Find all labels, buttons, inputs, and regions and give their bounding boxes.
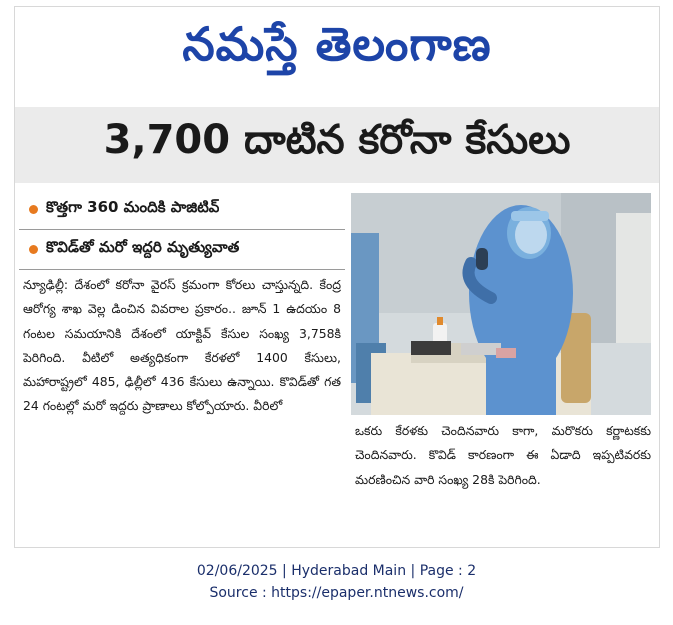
bullet-dot-icon (29, 245, 38, 254)
health-worker-photo (351, 193, 651, 415)
masthead (15, 7, 659, 93)
divider (19, 229, 345, 230)
footer (0, 560, 673, 604)
article-headline: 3,700 దాటిన కరోనా కేసులు (103, 117, 571, 163)
bullet-text: కొత్తగా 360 మందికి పాజిటివ్ (46, 198, 220, 216)
masthead-title: నమస్తే తెలంగాణ (182, 17, 492, 71)
article-body-left: న్యూఢిల్లీ: దేశంలో కరోనా వైరస్ క్రమంగా కోరలు చాస్తున్నది. కేంద్ర ఆరోగ్య శాఖ వెల్ల డించిన వివరాల ప్రకారం.. జూన్ 1 ఉదయం 8 గంటల సమయానికి దేశంలో యాక్టివ్ కేసుల సంఖ్య 3,758కి పెరిగింది. వీటిలో అత్యధికంగా కేరళలో 1400 కేసులు, మహారాష్ట్రలో 485, ఢిల్లీలో 436 కేసులు ఉన్నాయి. కొవిడ్‌తో గత 24 గంటల్లో మరో ఇద్దరు ప్రాణాలు కోల్పోయారు. వీరిలో (23, 277, 341, 414)
bullet-item (19, 235, 349, 263)
divider (19, 269, 345, 270)
headline-band (15, 107, 659, 183)
bullet-dot-icon (29, 205, 38, 214)
footer-source: Source : https://epaper.ntnews.com/ (209, 585, 464, 601)
photo-illustration (351, 193, 651, 415)
bullet-item (19, 195, 349, 223)
article-body-right: ఒకరు కేరళకు చెందినవారు కాగా, మరొకరు కర్ణాటకకు చెందినవారు. కొవిడ్ కారణంగా ఈ ఏడాది ఇప్పటివరకు మరణించిన వారి సంఖ్య 28కి పెరిగింది. (355, 423, 651, 487)
newspaper-clipping (14, 6, 660, 548)
footer-date-edition: 02/06/2025 | Hyderabad Main | Page : 2 (196, 563, 477, 579)
bullet-text: కొవిడ్‌తో మరో ఇద్దరి మృత్యువాత (46, 238, 240, 256)
